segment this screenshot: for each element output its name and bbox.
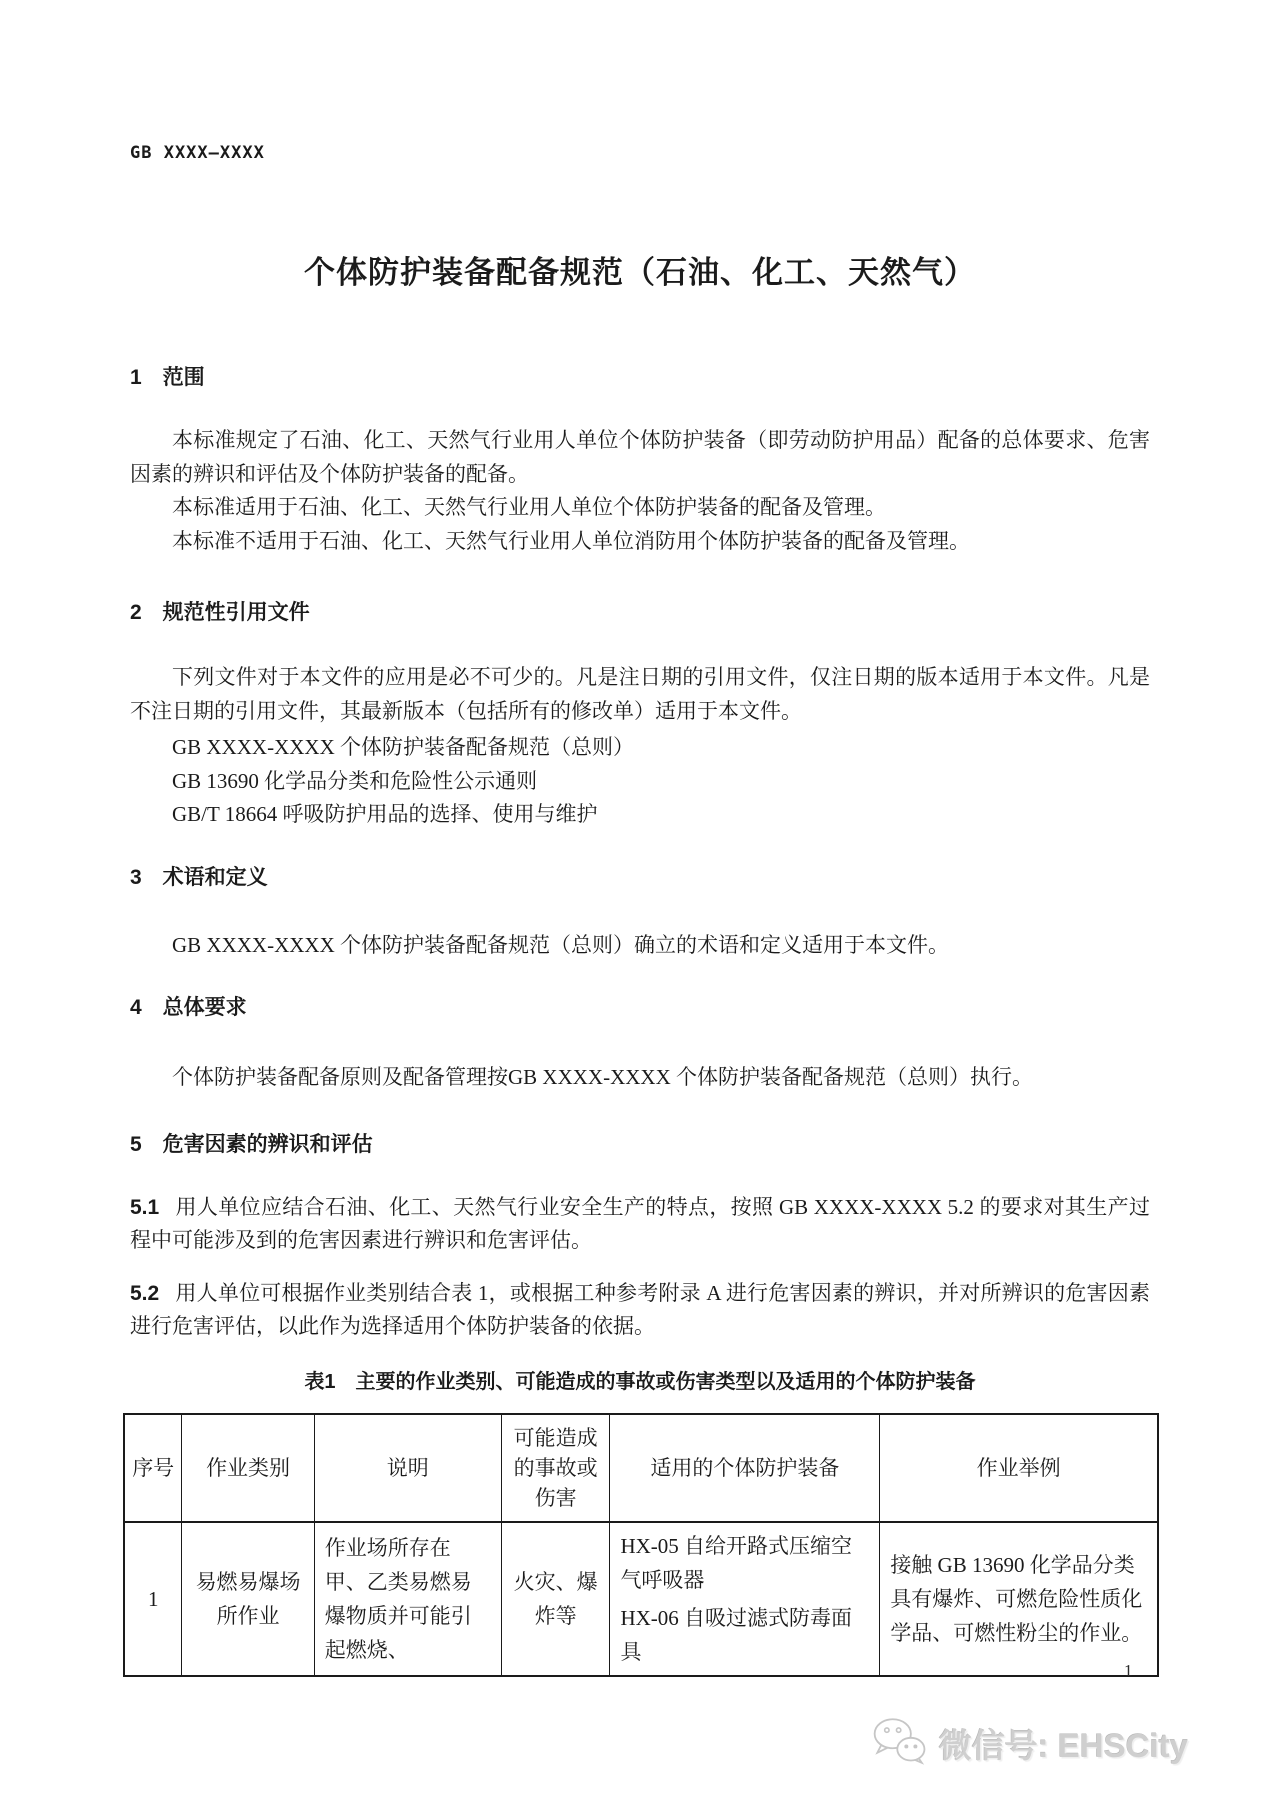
table1-title: 表1 主要的作业类别、可能造成的事故或伤害类型以及适用的个体防护装备 [304,1370,976,1393]
wechat-icon [871,1714,929,1773]
doc-code: GB XXXX—XXXX [130,143,265,163]
reference-item: GB XXXX-XXXX 个体防护装备配备规范（总则） [172,735,634,759]
col-header-hazard: 可能造成的事故或伤害 [501,1414,610,1522]
col-header-category: 作业类别 [182,1414,314,1522]
reference-item: GB 13690 化学品分类和危险性公示通则 [172,768,538,793]
col-header-no: 序号 [124,1414,182,1522]
ppe-item: HX-06 自吸过滤式防毒面具 [620,1605,853,1664]
cell-examples: 接触 GB 13690 化学品分类具有爆炸、可燃危险性质化学品、可燃性粉尘的作业。 [880,1522,1158,1676]
cell-description: 作业场所存在甲、乙类易燃易爆物质并可能引起燃烧、 [314,1522,501,1676]
reference-item: GB/T 18664 呼吸防护用品的选择、使用与维护 [172,802,598,826]
doc-title: 个体防护装备配备规范（石油、化工、天然气） [304,255,976,290]
section-1-paragraph-3: 本标准不适用于石油、化工、天然气行业用人单位消防用个体防护装备的配备及管理。 [172,528,970,553]
watermark-label: 微信号: EHSCity [938,1726,1188,1764]
cell-no: 1 [124,1522,182,1676]
clause-5-1 [130,1191,1150,1258]
watermark [871,1712,1188,1774]
section-1-heading: 1 范围 [130,366,205,389]
section-1-paragraph-1: 本标准规定了石油、化工、天然气行业用人单位个体防护装备（即劳动防护用品）配备的总体要求、危害因素的辨识和评估及个体防护装备的配备。 [130,428,1150,486]
ppe-item: HX-05 自给开路式压缩空气呼吸器 [620,1533,853,1592]
section-2-intro: 下列文件对于本文件的应用是必不可少的。凡是注日期的引用文件，仅注日期的版本适用于本文件。凡是不注日期的引用文件，其最新版本（包括所有的修改单）适用于本文件。 [130,665,1150,723]
col-header-description: 说明 [314,1414,501,1522]
clause-5-2 [130,1277,1150,1344]
section-5-heading: 5 危害因素的辨识和评估 [130,1132,373,1156]
cell-category: 易燃易爆场所作业 [182,1522,314,1676]
section-4-heading: 4 总体要求 [130,996,247,1019]
section-3-paragraph: GB XXXX-XXXX 个体防护装备配备规范（总则）确立的术语和定义适用于本文件。 [172,932,949,957]
clause-text: 用人单位可根据作业类别结合表 1，或根据工种参考附录 A 进行危害因素的辨识，并对所辨识的危害因素进行危害评估，以此作为选择适用个体防护装备的依据。 [130,1280,1150,1338]
clause-text: 用人单位应结合石油、化工、天然气行业安全生产的特点，按照 GB XXXX-XXXX 5.2 的要求对其生产过程中可能涉及到的危害因素进行辨识和危害评估。 [130,1194,1150,1252]
reference-list [130,731,1150,832]
table1 [123,1413,1159,1677]
table-row [124,1522,1158,1676]
cell-ppe [610,1522,880,1676]
section-2-heading: 2 规范性引用文件 [130,601,310,624]
page-content [0,142,1280,1677]
section-1-paragraph-2: 本标准适用于石油、化工、天然气行业用人单位个体防护装备的配备及管理。 [172,495,886,519]
section-3-heading: 3 术语和定义 [130,865,268,889]
table1-header-row [124,1414,1158,1522]
page-number: 1 [1124,1661,1133,1680]
clause-number: 5.1 [130,1195,160,1219]
clause-number: 5.2 [130,1281,160,1305]
cell-hazard: 火灾、爆炸等 [501,1522,610,1676]
col-header-ppe: 适用的个体防护装备 [610,1414,880,1522]
section-4-paragraph: 个体防护装备配备原则及配备管理按GB XXXX-XXXX 个体防护装备配备规范（总则）执行。 [172,1065,1033,1089]
col-header-examples: 作业举例 [880,1414,1158,1522]
